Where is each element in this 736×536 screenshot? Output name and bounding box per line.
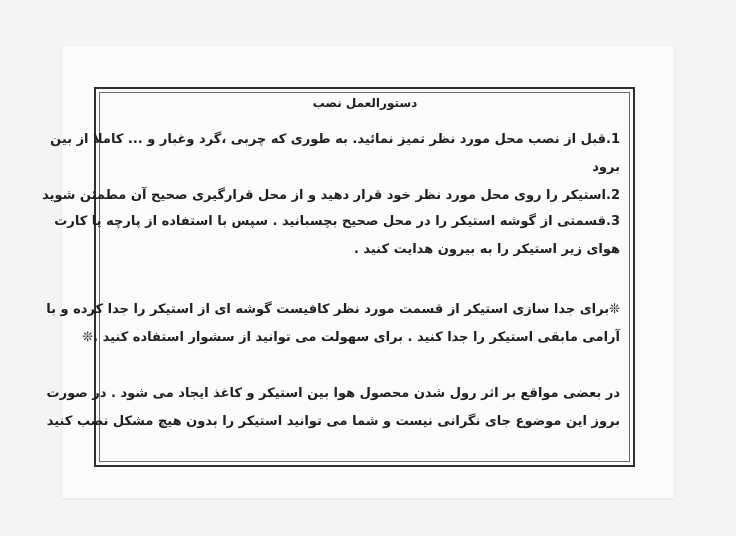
instruction-line-1-cont: برود bbox=[592, 160, 620, 175]
removal-note-line-1: ❊برای جدا سازی استیکر از قسمت مورد نظر کافیست گوشه ای از استیکر را جدا کرده و با bbox=[46, 302, 620, 317]
instruction-line-2: 2.استیکر را روی محل مورد نظر خود قرار دهید و از محل قرارگیری صحیح آن مطمئن شوید bbox=[42, 188, 620, 203]
instruction-line-1: 1.قبل از نصب محل مورد نظر تمیز نمائید. به طوری که چربی ،گرد وغبار و ... کاملا از بین bbox=[50, 132, 620, 147]
instruction-line-3-cont: هوای زیر استیکر را به بیرون هدایت کنید . bbox=[353, 242, 620, 257]
document-title: دستورالعمل نصب bbox=[312, 96, 418, 110]
removal-note-line-2: آرامی مابقی استیکر را جدا کنید . برای سهولت می توانید از سشوار استفاده کنید .❊ bbox=[82, 330, 620, 345]
instruction-line-3: 3.قسمتی از گوشه استیکر را در محل صحیح بچسبانید . سپس با استفاده از پارچه یا کارت bbox=[54, 214, 620, 229]
air-note-line-1: در بعضی مواقع بر اثر رول شدن محصول هوا بین استیکر و کاغذ ایجاد می شود . در صورت bbox=[46, 386, 620, 401]
air-note-line-2: بروز این موضوع جای نگرانی نیست و شما می توانید استیکر را بدون هیچ مشکل نصب کنید bbox=[46, 414, 620, 429]
